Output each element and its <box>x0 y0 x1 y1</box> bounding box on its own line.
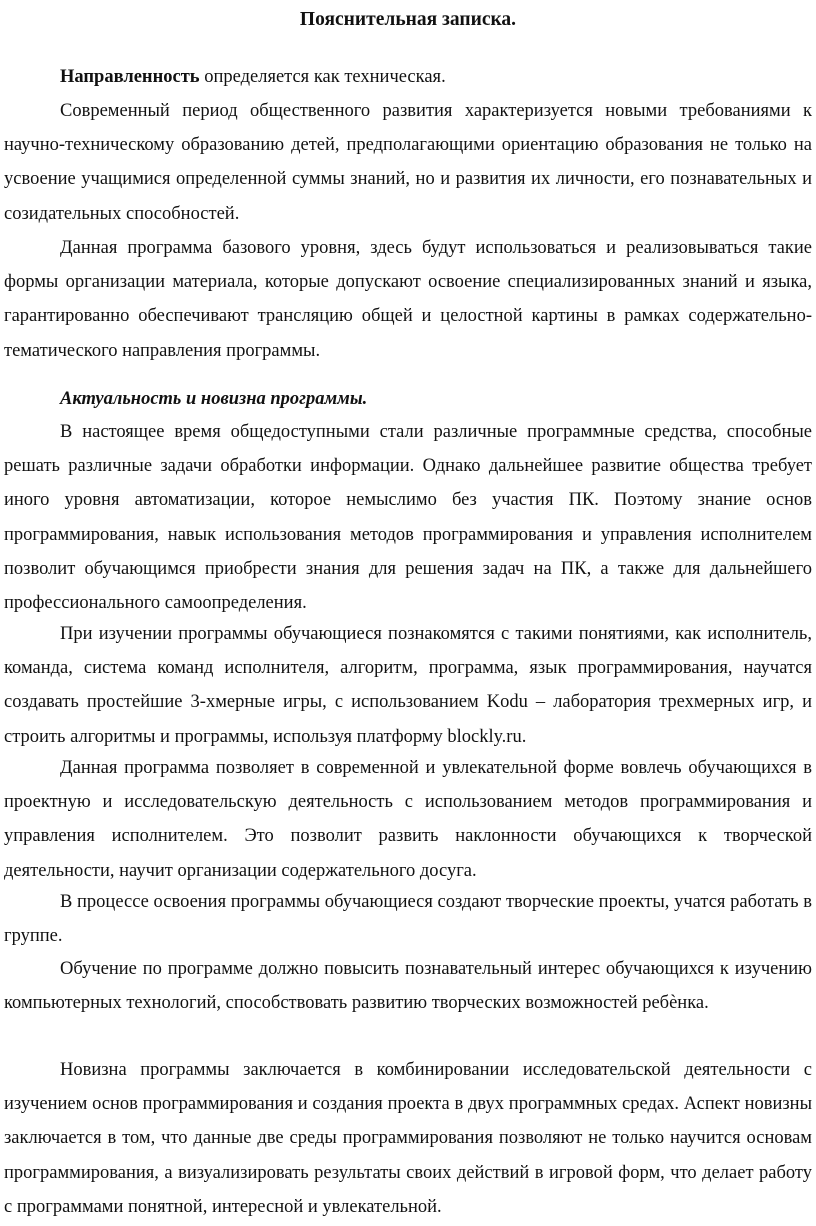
relevance-paragraph-6: Новизна программы заключается в комбинировании исследовательской деятельности с изучением основ программирования и создания проекта в двух программных средах. Аспект новизны заключается в том, что данные две среды программирования позволяют не только научится основам программирования, а визуализировать результаты своих действий в игровой форм, что делает работу с программами понятной, интересной и увлекательной. <box>4 1060 812 1217</box>
relevance-paragraph-5: Обучение по программе должно повысить познавательный интерес обучающихся к изучению компьютерных технологий, способствовать развитию творческих возможностей ребѐнка. <box>4 959 812 1014</box>
intro-paragraph-2: Данная программа базового уровня, здесь будут использоваться и реализовываться такие формы организации материала, которые допускают освоение специализированных знаний и языка, гарантированно обеспечивают трансляцию общей и целостной картины в рамках содержательно-тематического направления программы. <box>4 238 812 361</box>
relevance-paragraph-1: В настоящее время общедоступными стали различные программные средства, способные решать различные задачи обработки информации. Однако дальнейшее развитие общества требует иного уровня автоматизации, которое немыслимо без участия ПК. Поэтому знание основ программирования, навык использования методов программирования и управления исполнителем позволит обучающимся приобрести знания для решения задач на ПК, а также для дальнейшего профессионального самоопределения. <box>4 422 812 614</box>
intro-paragraph-1: Современный период общественного развития характеризуется новыми требованиями к научно-техническому образованию детей, предполагающими ориентацию образования не только на усвоение учащимися определенной суммы знаний, но и развития их личности, его познавательных и созидательных способностей. <box>4 101 812 224</box>
relevance-heading <box>4 382 812 416</box>
page-title: Пояснительная записка. <box>299 9 517 30</box>
relevance-heading-text: Актуальность и новизна программы. <box>60 389 368 409</box>
direction-text: определяется как техническая. <box>199 67 446 87</box>
direction-label: Направленность <box>60 67 200 87</box>
relevance-paragraph-2: При изучении программы обучающиеся познакомятся с такими понятиями, как исполнитель, команда, система команд исполнителя, алгоритм, программа, язык программирования, научатся создавать простейшие 3-хмерные игры, с использованием Kodu – лаборатория трехмерных игр, и строить алгоритмы и программы, используя платформу blockly.ru. <box>4 624 812 747</box>
relevance-paragraph-4: В процессе освоения программы обучающиеся создают творческие проекты, учатся работать в группе. <box>4 892 812 947</box>
direction-paragraph <box>4 60 812 94</box>
relevance-paragraph-3: Данная программа позволяет в современной и увлекательной форме вовлечь обучающихся в проектную и исследовательскую деятельность с использованием методов программирования и управления исполнителем. Это позволит развить наклонности обучающихся к творческой деятельности, научит организации содержательного досуга. <box>4 758 812 881</box>
